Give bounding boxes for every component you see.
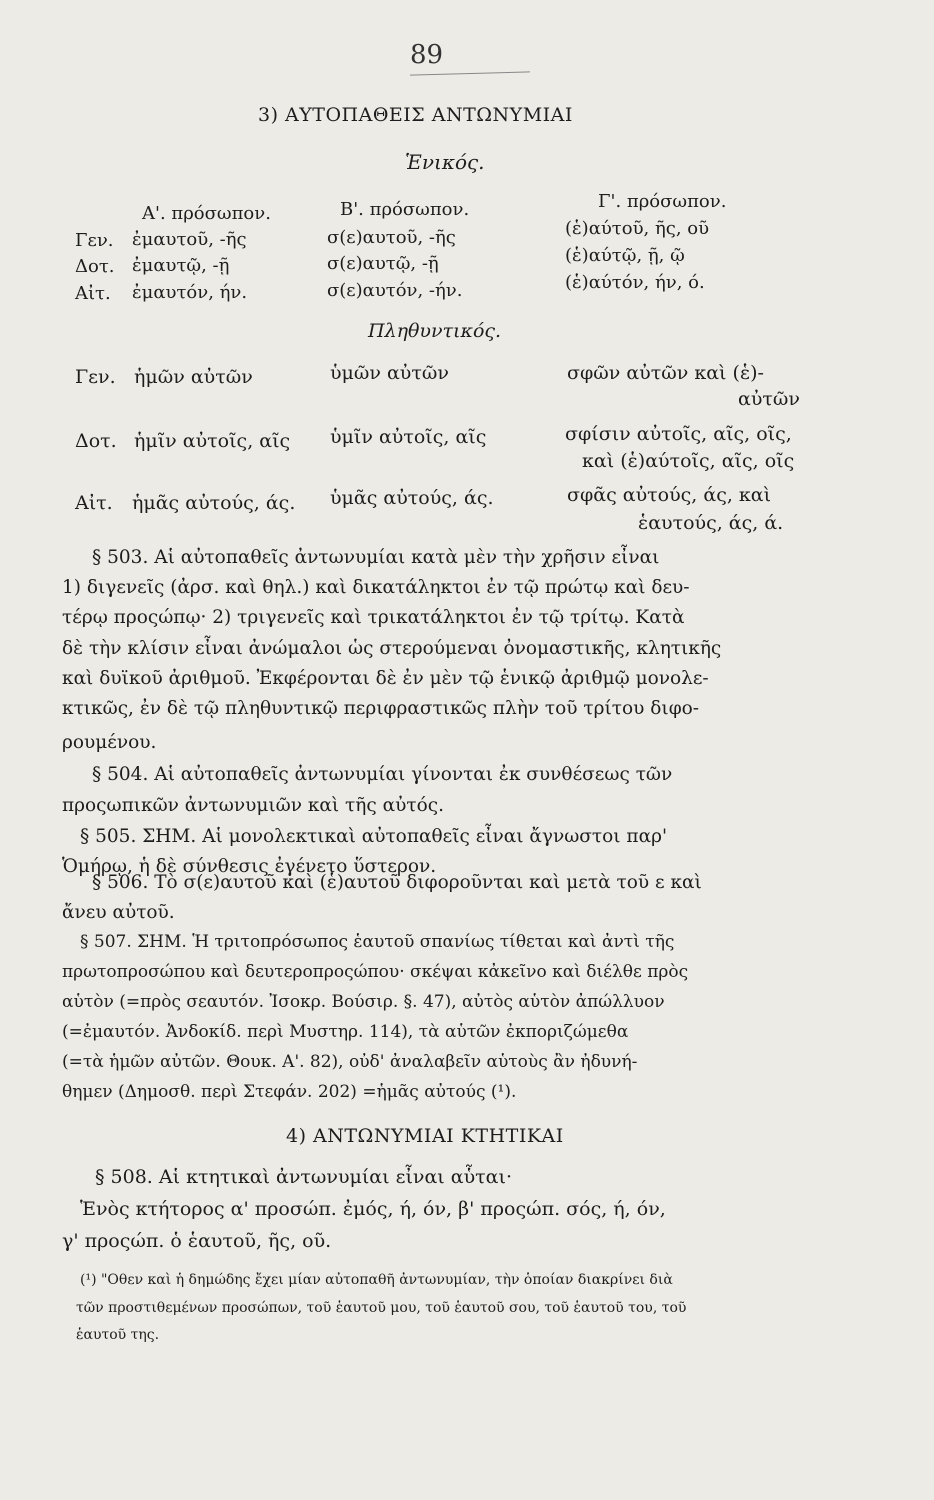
form-cell: (ἑ)αύτῷ, ῇ, ῷ [565,245,685,266]
form-cell: ἐμαυτόν, ήν. [132,282,248,303]
footnote-line: (¹) "Οθεν καὶ ἡ δημώδης ἔχει μίαν αὐτοπαθῆ ἀντωνυμίαν, τὴν ὁποίαν διακρίνει διὰ [80,1272,673,1288]
text-line: § 506. Τὸ σ(ε)αυτοῦ καὶ (ἑ)αυτοῦ διφοροῦνται καὶ μετὰ τοῦ ε καὶ [92,872,702,893]
text-line: κτικῶς, ἐν δὲ τῷ πληθυντικῷ περιφραστικῶς πλὴν τοῦ τρίτου διφο- [62,698,700,719]
form-cell: σ(ε)αυτοῦ, -ῆς [327,227,456,248]
text-line: (=τὰ ἡμῶν αὐτῶν. Θουκ. Α'. 82), οὐδ' ἀναλαβεῖν αὑτοὺς ἂν ἠδυνή- [62,1052,638,1072]
text-line: Ἑνὸς κτήτορος α' προσώπ. ἐμός, ή, όν, β' προςώπ. σός, ή, όν, [80,1198,666,1220]
form-cell: ἑαυτούς, άς, ά. [638,512,784,534]
case-label: Αἰτ. [75,283,111,304]
text-line: προςωπικῶν ἀντωνυμιῶν καὶ τῆς αὐτός. [62,795,444,816]
text-line: ρουμένου. [62,732,157,753]
page-number: 89 [410,40,444,70]
form-cell: σφίσιν αὐτοῖς, αῖς, οῖς, [565,423,792,445]
text-line: δὲ τὴν κλίσιν εἶναι ἀνώμαλοι ὡς στερούμεναι ὀνομαστικῆς, κλητικῆς [62,638,722,659]
case-label: Δοτ. [75,256,115,277]
text-line: πρωτοπροσώπου καὶ δευτεροπροςώπου· σκέψαι κἀκεῖνο καὶ διέλθε πρὸς [62,962,689,982]
form-cell: σ(ε)αυτόν, -ήν. [327,280,463,301]
form-cell: σφῶν αὐτῶν καὶ (ἑ)- [567,362,764,384]
person-header-2: Β'. πρόσωπον. [340,199,470,220]
form-cell: καὶ (ἑ)αύτοῖς, αῖς, οῖς [582,450,795,472]
text-line: καὶ δυϊκοῦ ἀριθμοῦ. Ἐκφέρονται δὲ ἐν μὲν τῷ ἑνικῷ ἀριθμῷ μονολε- [62,668,709,689]
text-line: τέρῳ προςώπῳ· 2) τριγενεῖς καὶ τρικατάληκτοι ἐν τῷ τρίτῳ. Κατὰ [62,607,685,628]
form-cell: σ(ε)αυτῷ, -ῇ [327,253,439,274]
form-cell: αὐτῶν [738,388,800,410]
text-line: ἄνευ αὐτοῦ. [62,902,175,923]
section-title: 4) ΑΝΤΩΝΥΜΙΑΙ ΚΤΗΤΙΚΑΙ [286,1125,564,1147]
form-cell: ἡμᾶς αὐτούς, άς. [132,492,296,514]
form-cell: (ἑ)αύτόν, ήν, ό. [565,272,705,293]
text-line: Ὁμήρῳ, ἡ δὲ σύνθεσις ἐγένετο ὕστερον. [62,856,437,877]
text-line: § 503. Αἱ αὐτοπαθεῖς ἀντωνυμίαι κατὰ μὲν τὴν χρῆσιν εἶναι [92,547,660,568]
decorative-rule [410,71,530,75]
case-label: Γεν. [75,366,116,388]
text-line: 1) διγενεῖς (ἀρσ. καὶ θηλ.) καὶ δικατάληκτοι ἐν τῷ πρώτῳ καὶ δευ- [62,577,690,598]
text-line: γ' προςώπ. ὁ ἑαυτοῦ, ῆς, οῦ. [62,1230,332,1252]
section-title: 3) ΑΥΤΟΠΑΘΕΙΣ ΑΝΤΩΝΥΜΙΑΙ [258,104,573,126]
form-cell: ὑμῶν αὐτῶν [330,362,449,384]
case-label: Αἰτ. [75,492,113,514]
case-label: Γεν. [75,230,114,251]
text-line: αὑτὸν (=πρὸς σεαυτόν. Ἰσοκρ. Βούσιρ. §. 47), αὐτὸς αὑτὸν ἀπώλλυον [62,992,665,1012]
text-line: θημεν (Δημοσθ. περὶ Στεφάν. 202) =ἡμᾶς αὐτούς (¹). [62,1082,517,1102]
form-cell: ἐμαυτῷ, -ῇ [132,255,230,276]
text-line: (=ἐμαυτόν. Ἀνδοκίδ. περὶ Μυστηρ. 114), τὰ αὑτῶν ἐκποριζώμεθα [62,1022,629,1042]
form-cell: (ἑ)αύτοῦ, ῆς, οῦ [565,218,710,239]
singular-heading: Ἑνικός. [405,150,485,174]
form-cell: ἡμῶν αὐτῶν [134,366,253,388]
text-line: § 505. ΣΗΜ. Αἱ μονολεκτικαὶ αὐτοπαθεῖς εἶναι ἄγνωστοι παρ' [80,826,668,847]
text-line: § 504. Αἱ αὐτοπαθεῖς ἀντωνυμίαι γίνονται ἐκ συνθέσεως τῶν [92,764,673,785]
form-cell: ἡμῖν αὐτοῖς, αῖς [134,430,291,452]
text-line: § 508. Αἱ κτητικαὶ ἀντωνυμίαι εἶναι αὗται· [95,1166,512,1188]
person-header-3: Γ'. πρόσωπον. [598,191,727,212]
form-cell: ὑμῖν αὐτοῖς, αῖς [330,426,487,448]
form-cell: ὑμᾶς αὐτούς, άς. [330,487,494,509]
text-line: § 507. ΣΗΜ. Ἡ τριτοπρόσωπος ἑαυτοῦ σπανίως τίθεται καὶ ἀντὶ τῆς [80,932,675,952]
form-cell: σφᾶς αὐτούς, άς, καὶ [567,484,772,506]
footnote-line: τῶν προστιθεμένων προσώπων, τοῦ ἑαυτοῦ μου, τοῦ ἑαυτοῦ σου, τοῦ ἑαυτοῦ του, τοῦ [76,1300,687,1316]
plural-heading: Πληθυντικός. [368,320,502,342]
person-header-1: Α'. πρόσωπον. [142,203,271,224]
footnote-line: ἑαυτοῦ της. [76,1327,160,1343]
case-label: Δοτ. [75,430,117,452]
form-cell: ἐμαυτοῦ, -ῆς [132,229,247,250]
